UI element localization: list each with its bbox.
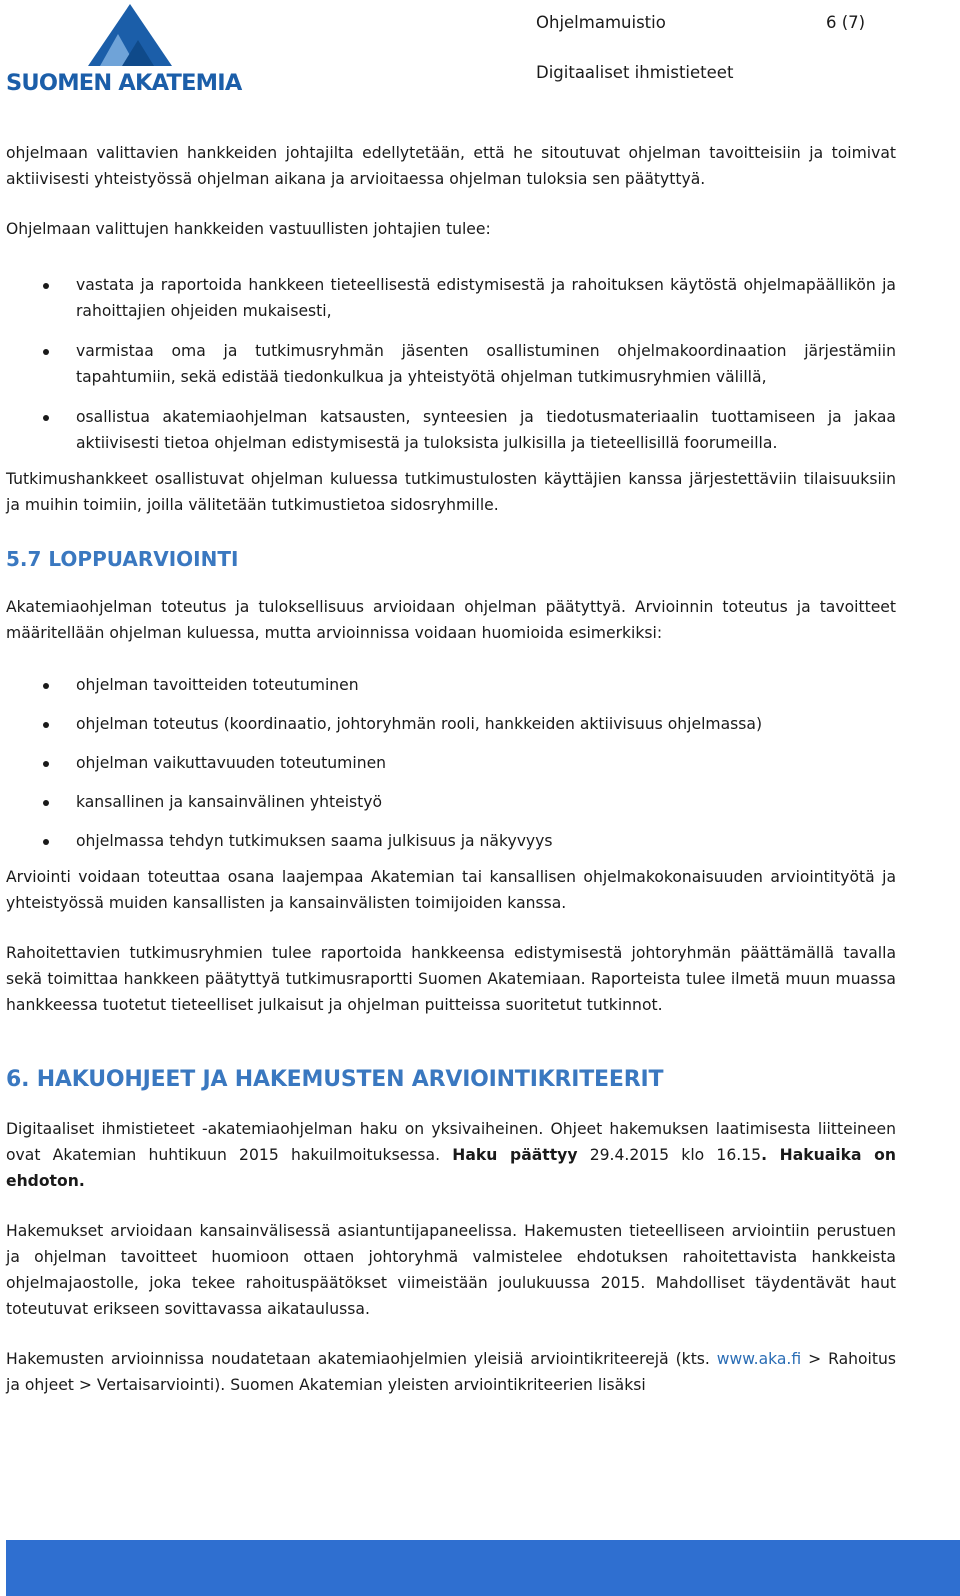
list-item: ohjelman tavoitteiden toteutuminen [6, 672, 896, 698]
paragraph: Hakemusten arvioinnissa noudatetaan akatemiaohjelmien yleisiä arviointikriteerejä (kts. www.aka.fi > Rahoitus ja ohjeet > Vertaisarviointi). Suomen Akatemian yleisten arviointikriteerien lisäksi [6, 1350, 896, 1394]
paragraph: Akatemiaohjelman toteutus ja tuloksellisuus arvioidaan ohjelman päätyttyä. Arvioinnin toteutus ja tavoitteet määritellään ohjelman kuluessa, mutta arvioinnissa voidaan huomioida esimerkiksi: [6, 598, 896, 642]
page-number: 6 (7) [826, 13, 866, 32]
page-header [0, 0, 960, 100]
deadline-note: . Hakuaika on ehdoton. [6, 1146, 896, 1190]
logo-text: SUOMEN AKATEMIA [6, 70, 242, 96]
paragraph: Ohjelmaan valittujen hankkeiden vastuullisten johtajien tulee: [6, 220, 491, 238]
list-item: ohjelmassa tehdyn tutkimuksen saama julkisuus ja näkyvyys [6, 828, 896, 854]
document-body [6, 140, 896, 1398]
list-item: vastata ja raportoida hankkeen tieteellisestä edistymisestä ja rahoituksen käytöstä ohjelmapäällikön ja rahoittajien ohjeiden mukaisesti, [6, 272, 896, 324]
bullet-icon [43, 683, 49, 689]
bullet-icon [43, 722, 49, 728]
section-heading: 5.7 LOPPUARVIOINTI [6, 547, 239, 571]
bullet-icon [43, 415, 49, 421]
paragraph: ohjelmaan valittavien hankkeiden johtajilta edellytetään, että he sitoutuvat ohjelman tavoitteisiin ja toimivat aktiivisesti yhteistyössä ohjelman aikana ja arvioitaessa ohjelman tuloksia sen päätyttyä. [6, 144, 896, 188]
paragraph: Rahoitettavien tutkimusryhmien tulee raportoida hankkeensa edistymisestä johtoryhmän päättämällä tavalla sekä toimittaa hankkeen päätyttyä tutkimusraportti Suomen Akatemiaan. Raporteista tulee ilmetä muun muassa hankkeessa tuotetut tieteelliset julkaisut ja ohjelman puitteissa suoritetut tutkinnot. [6, 944, 896, 1014]
list-item: osallistua akatemiaohjelman katsausten, synteesien ja tiedotusmateriaalin tuottamiseen ja jakaa aktiivisesti tietoa ohjelman edistymisestä ja tuloksista julkisilla ja tieteellisillä foorumeilla. [6, 404, 896, 456]
bullet-icon [43, 761, 49, 767]
footer-bar [6, 1540, 960, 1596]
bullet-icon [43, 800, 49, 806]
section-heading: 6. HAKUOHJEET JA HAKEMUSTEN ARVIOINTIKRITEERIT [6, 1067, 664, 1092]
responsibilities-list [6, 272, 896, 456]
list-item: ohjelman vaikuttavuuden toteutuminen [6, 750, 896, 776]
evaluation-list [6, 672, 896, 854]
program-name: Digitaaliset ihmistieteet [536, 63, 734, 82]
triangle-logo-icon [88, 4, 172, 66]
bullet-icon [43, 839, 49, 845]
bullet-icon [43, 349, 49, 355]
list-item: ohjelman toteutus (koordinaatio, johtoryhmän rooli, hankkeiden aktiivisuus ohjelmassa) [6, 711, 896, 737]
document-type: Ohjelmamuistio [536, 13, 666, 32]
suomen-akatemia-logo [6, 4, 258, 96]
list-item: varmistaa oma ja tutkimusryhmän jäsenten osallistuminen ohjelmakoordinaation järjestämiin tapahtumiin, sekä edistää tiedonkulkua ja yhteistyötä ohjelman tutkimusryhmien välillä, [6, 338, 896, 390]
bullet-icon [43, 283, 49, 289]
deadline-label: Haku päättyy [452, 1146, 578, 1164]
paragraph: Tutkimushankkeet osallistuvat ohjelman kuluessa tutkimustulosten käyttäjien kanssa järjestettäviin tilaisuuksiin ja muihin toimiin, joilla välitetään tutkimustietoa sidosryhmille. [6, 470, 896, 514]
paragraph: Digitaaliset ihmistieteet -akatemiaohjelman haku on yksivaiheinen. Ohjeet hakemuksen laatimisesta liitteineen ovat Akatemian huhtikuun 2015 hakuilmoituksessa. Haku päättyy 29.4.2015 klo 16.15. Hakuaika on ehdoton. [6, 1120, 896, 1190]
paragraph: Hakemukset arvioidaan kansainvälisessä asiantuntijapaneelissa. Hakemusten tieteelliseen arviointiin perustuen ja ohjelman tavoitteet huomioon ottaen johtoryhmä valmistelee ehdotuksen rahoitettavista hankkeista ohjelmajaostolle, joka tekee rahoituspäätökset viimeistään joulukuussa 2015. Mahdolliset täydentävät haut toteutuvat erikseen sovittavassa aikataulussa. [6, 1222, 896, 1318]
list-item: kansallinen ja kansainvälinen yhteistyö [6, 789, 896, 815]
aka-fi-link[interactable]: www.aka.fi [716, 1350, 802, 1368]
paragraph: Arviointi voidaan toteuttaa osana laajempaa Akatemian tai kansallisen ohjelmakokonaisuuden arviointityötä ja yhteistyössä muiden kansallisten ja kansainvälisten toimijoiden kanssa. [6, 868, 896, 912]
